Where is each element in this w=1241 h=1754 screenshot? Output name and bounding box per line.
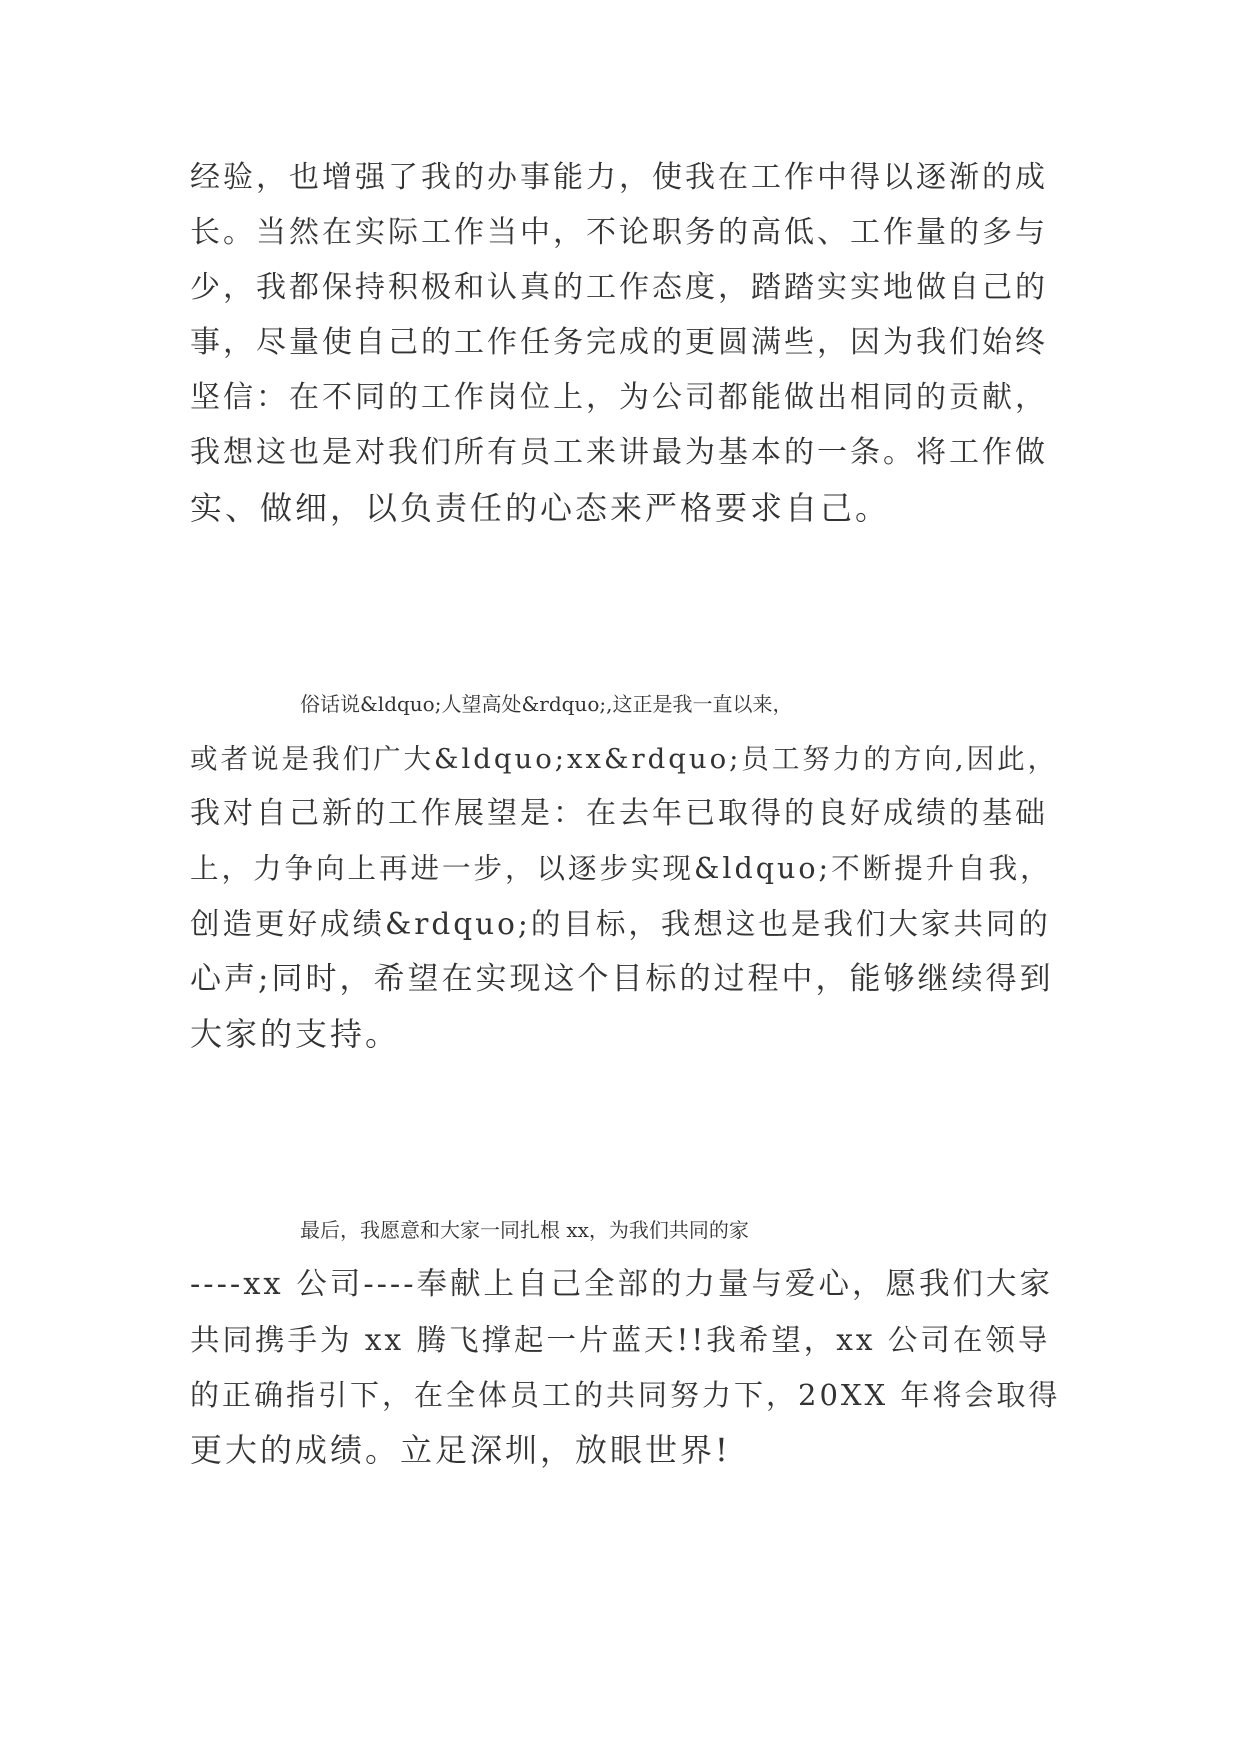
paragraph-3-line-4: 的正确指引下，在全体员工的共同努力下，20XX 年将会取得 [190,1378,1061,1412]
paragraph-2-line-6: 心声;同时，希望在实现这个目标的过程中，能够继续得到 [190,961,1054,997]
paragraph-2-line-2: 或者说是我们广大&ldquo;xx&rdquo;员工努力的方向,因此， [190,743,1059,775]
paragraph-2-line-3: 我对自己新的工作展望是：在去年已取得的良好成绩的基础 [190,796,1048,831]
paragraph-1-line-3: 少，我都保持积极和认真的工作态度，踏踏实实地做自己的 [190,270,1048,305]
paragraph-2-line-4: 上，力争向上再进一步，以逐步实现&ldquo;不断提升自我， [190,852,1052,885]
paragraph-1-line-6: 我想这也是对我们所有员工来讲最为基本的一条。将工作做 [190,435,1048,470]
paragraph-3-line-2: ----xx 公司----奉献上自己全部的力量与爱心，愿我们大家 [190,1267,1054,1302]
paragraph-1-line-5: 坚信：在不同的工作岗位上，为公司都能做出相同的贡献， [190,380,1048,415]
paragraph-1-line-1: 经验，也增强了我的办事能力，使我在工作中得以逐渐的成 [190,160,1048,195]
paragraph-3-line-5: 更大的成绩。立足深圳，放眼世界! [190,1431,731,1469]
paragraph-3-line-3: 共同携手为 xx 腾飞撑起一片蓝天!!我希望，xx 公司在领导 [190,1323,1051,1357]
paragraph-1-line-4: 事，尽量使自己的工作任务完成的更圆满些，因为我们始终 [190,325,1048,360]
paragraph-1-line-7: 实、做细，以负责任的心态来严格要求自己。 [190,489,891,527]
paragraph-2-line-5: 创造更好成绩&rdquo;的目标，我想这也是我们大家共同的 [190,907,1051,941]
paragraph-1-line-2: 长。当然在实际工作当中，不论职务的高低、工作量的多与 [190,215,1048,250]
paragraph-2-line-1: 俗话说&ldquo;人望高处&rdquo;,这正是我一直以来， [300,692,793,716]
paragraph-2-line-7: 大家的支持。 [190,1015,401,1053]
paragraph-3-line-1: 最后，我愿意和大家一同扎根 xx，为我们共同的家 [300,1218,749,1242]
